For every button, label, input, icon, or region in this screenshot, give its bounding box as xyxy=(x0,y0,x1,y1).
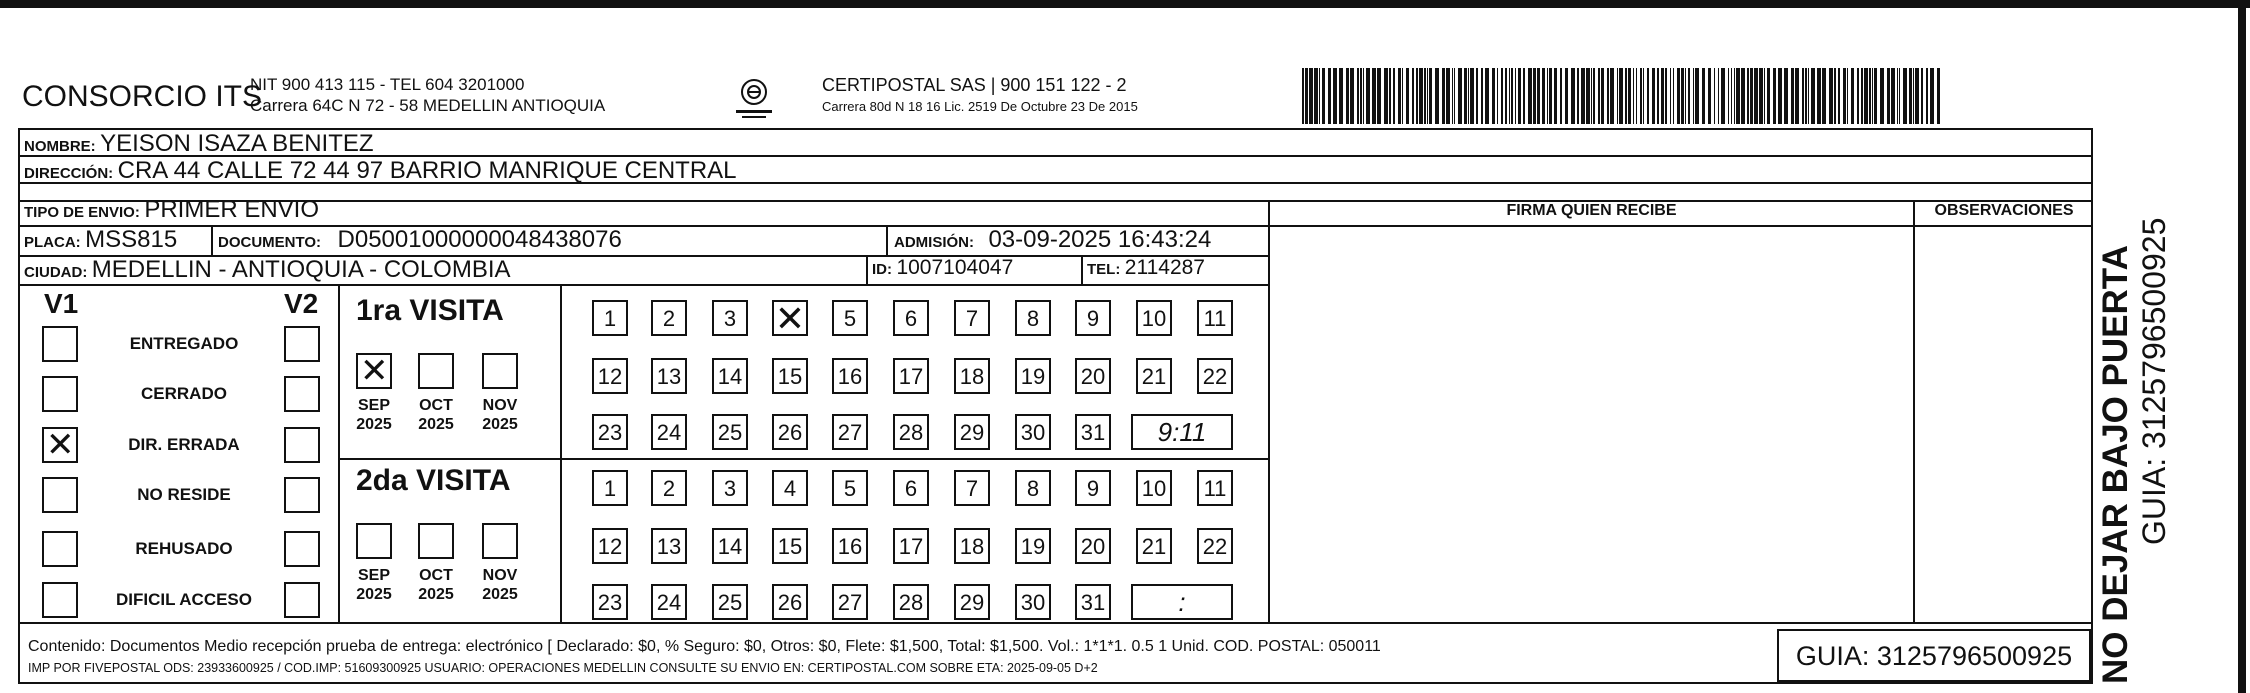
month-year: 2025 xyxy=(418,416,454,433)
direccion-value: CRA 44 CALLE 72 44 97 BARRIO MANRIQUE CENTRAL xyxy=(117,157,737,184)
cell-divider xyxy=(886,225,888,255)
day-checkbox[interactable]: 17 xyxy=(893,528,929,564)
status-option-label: DIR. ERRADA xyxy=(128,435,240,454)
nombre-label: NOMBRE: xyxy=(24,138,96,155)
month-checkbox[interactable] xyxy=(356,523,392,559)
month-name: SEP xyxy=(357,397,390,414)
day-checkbox[interactable]: 12 xyxy=(592,528,628,564)
direccion-row xyxy=(24,157,737,185)
tel-label: TEL: xyxy=(1087,261,1121,278)
day-checkbox[interactable]: 6 xyxy=(893,300,929,336)
month-name: SEP xyxy=(357,567,390,584)
day-checkbox[interactable]: 31 xyxy=(1075,414,1111,450)
day-checkbox[interactable]: 3 xyxy=(712,300,748,336)
day-checkbox[interactable]: 29 xyxy=(954,584,990,620)
col-divider xyxy=(1268,200,1270,622)
month-year: 2025 xyxy=(356,416,392,433)
month-checkbox[interactable] xyxy=(482,523,518,559)
id-label: ID: xyxy=(872,261,892,278)
firma-header: FIRMA QUIEN RECIBE xyxy=(1506,202,1677,219)
month-checkbox[interactable] xyxy=(356,353,392,389)
certipostal-name: CERTIPOSTAL SAS | 900 151 122 - 2 xyxy=(822,75,1127,95)
day-checkbox[interactable]: 5 xyxy=(832,300,868,336)
visit-divider xyxy=(338,458,1268,460)
company-name: CONSORCIO ITS xyxy=(22,80,263,113)
col-divider xyxy=(1913,200,1915,622)
day-checkbox[interactable]: 24 xyxy=(651,584,687,620)
nit-line: NIT 900 413 115 - TEL 604 3201000 xyxy=(250,75,525,94)
month-name: NOV xyxy=(482,397,518,414)
placa-value: MSS815 xyxy=(85,226,178,253)
placa-cell xyxy=(24,226,177,254)
month-checkbox[interactable] xyxy=(482,353,518,389)
day-checkbox[interactable] xyxy=(772,300,808,336)
day-checkbox[interactable]: 4 xyxy=(772,470,808,506)
tipo-value: PRIMER ENVIO xyxy=(144,196,320,223)
day-checkbox[interactable]: 30 xyxy=(1015,414,1051,450)
nombre-value: YEISON ISAZA BENITEZ xyxy=(100,130,374,157)
day-checkbox[interactable]: 27 xyxy=(832,584,868,620)
day-checkbox[interactable]: 25 xyxy=(712,414,748,450)
day-checkbox[interactable]: 16 xyxy=(832,358,868,394)
day-checkbox[interactable]: 22 xyxy=(1197,358,1233,394)
day-checkbox[interactable]: 18 xyxy=(954,528,990,564)
day-checkbox[interactable]: 15 xyxy=(772,358,808,394)
day-checkbox[interactable]: 7 xyxy=(954,300,990,336)
day-checkbox[interactable]: 29 xyxy=(954,414,990,450)
v1-checkbox[interactable] xyxy=(42,376,78,412)
status-option-label: REHUSADO xyxy=(135,539,233,558)
day-checkbox[interactable]: 21 xyxy=(1136,528,1172,564)
direccion-label: DIRECCIÓN: xyxy=(24,165,114,182)
ciudad-value: MEDELLIN - ANTIOQUIA - COLOMBIA xyxy=(91,256,511,283)
day-checkbox[interactable]: 26 xyxy=(772,584,808,620)
month-name: OCT xyxy=(419,397,453,414)
status-option-label: DIFICIL ACCESO xyxy=(115,590,252,609)
day-checkbox[interactable]: 26 xyxy=(772,414,808,450)
month-label xyxy=(408,566,464,604)
visit-title: 1ra VISITA xyxy=(356,294,504,327)
day-checkbox[interactable]: 13 xyxy=(651,358,687,394)
documento-value: D05001000000048438076 xyxy=(337,226,622,253)
day-checkbox[interactable]: 28 xyxy=(893,414,929,450)
day-checkbox[interactable]: 10 xyxy=(1136,470,1172,506)
month-year: 2025 xyxy=(482,416,518,433)
day-checkbox[interactable]: 30 xyxy=(1015,584,1051,620)
v2-checkbox[interactable] xyxy=(284,582,320,618)
address-line: Carrera 64C N 72 - 58 MEDELLIN ANTIOQUIA xyxy=(250,96,606,115)
day-checkbox[interactable]: 15 xyxy=(772,528,808,564)
v1-checkbox[interactable] xyxy=(42,326,78,362)
v2-checkbox[interactable] xyxy=(284,477,320,513)
v1-checkbox[interactable] xyxy=(42,531,78,567)
day-checkbox[interactable]: 5 xyxy=(832,470,868,506)
v2-header: V2 xyxy=(284,288,319,319)
day-checkbox[interactable]: 28 xyxy=(893,584,929,620)
day-checkbox[interactable]: 1 xyxy=(592,300,628,336)
documento-cell xyxy=(218,226,622,254)
day-checkbox[interactable]: 12 xyxy=(592,358,628,394)
observaciones-header: OBSERVACIONES xyxy=(1934,202,2074,219)
day-checkbox[interactable]: 9 xyxy=(1075,470,1111,506)
day-checkbox[interactable]: 1 xyxy=(592,470,628,506)
visit-title: 2da VISITA xyxy=(356,464,511,497)
day-checkbox[interactable]: 14 xyxy=(712,358,748,394)
month-checkbox[interactable] xyxy=(418,353,454,389)
month-year: 2025 xyxy=(418,586,454,603)
visit-time-field[interactable]: : xyxy=(1131,584,1233,620)
day-checkbox[interactable]: 3 xyxy=(712,470,748,506)
day-checkbox[interactable]: 13 xyxy=(651,528,687,564)
day-checkbox[interactable]: 11 xyxy=(1197,470,1233,506)
tipo-label: TIPO DE ENVIO: xyxy=(24,204,140,221)
day-checkbox[interactable]: 8 xyxy=(1015,470,1051,506)
day-checkbox[interactable]: 19 xyxy=(1015,358,1051,394)
status-option-label: ENTREGADO xyxy=(129,334,239,353)
day-checkbox[interactable]: 23 xyxy=(592,584,628,620)
cell-divider xyxy=(1081,255,1083,285)
day-checkbox[interactable]: 17 xyxy=(893,358,929,394)
admision-cell xyxy=(894,226,1211,254)
v1-checkbox[interactable] xyxy=(42,582,78,618)
month-label xyxy=(346,396,402,434)
cell-divider xyxy=(338,284,340,622)
day-checkbox[interactable]: 9 xyxy=(1075,300,1111,336)
day-checkbox[interactable]: 24 xyxy=(651,414,687,450)
day-checkbox[interactable]: 19 xyxy=(1015,528,1051,564)
month-checkbox[interactable] xyxy=(418,523,454,559)
day-checkbox[interactable]: 31 xyxy=(1075,584,1111,620)
admision-label: ADMISIÓN: xyxy=(894,234,974,251)
footer-impresion: IMP POR FIVEPOSTAL ODS: 23933600925 / COD.IMP: 51609300925 USUARIO: OPERACIONES MEDELLIN CONSULTE SU ENVIO EN: CERTIPOSTAL.COM SOBRE ETA: 2025-09-05 D+2 xyxy=(28,661,1098,675)
v2-checkbox[interactable] xyxy=(284,427,320,463)
cell-divider xyxy=(866,255,868,285)
certipostal-info xyxy=(822,74,1138,118)
day-checkbox[interactable]: 20 xyxy=(1075,528,1111,564)
top-border xyxy=(0,0,2250,8)
v2-checkbox[interactable] xyxy=(284,326,320,362)
footer-contenido: Contenido: Documentos Medio recepción prueba de entrega: electrónico [ Declarado: $0, % Seguro: $0, Otros: $0, Flete: $1,500, Total: $1,500. Vol.: 1*1*1. 0.5 1 Unid. COD. POSTAL: 050011 xyxy=(28,638,1381,655)
month-year: 2025 xyxy=(482,586,518,603)
day-checkbox[interactable]: 16 xyxy=(832,528,868,564)
month-year: 2025 xyxy=(356,586,392,603)
ciudad-label: CIUDAD: xyxy=(24,264,88,281)
month-label xyxy=(408,396,464,434)
col-header-divider xyxy=(1268,225,2093,227)
v1-checkbox[interactable] xyxy=(42,477,78,513)
day-checkbox[interactable]: 20 xyxy=(1075,358,1111,394)
month-name: NOV xyxy=(482,567,518,584)
day-checkbox[interactable]: 6 xyxy=(893,470,929,506)
day-checkbox[interactable]: 23 xyxy=(592,414,628,450)
day-checkbox[interactable]: 22 xyxy=(1197,528,1233,564)
tel-cell xyxy=(1087,256,1205,280)
documento-label: DOCUMENTO: xyxy=(218,234,322,251)
month-label xyxy=(472,396,528,434)
guia-box: GUIA: 3125796500925 xyxy=(1777,629,2091,682)
day-checkbox[interactable]: 8 xyxy=(1015,300,1051,336)
id-cell xyxy=(872,256,1013,280)
v1-checkbox[interactable] xyxy=(42,427,78,463)
cell-divider xyxy=(560,284,562,622)
day-checkbox[interactable]: 2 xyxy=(651,300,687,336)
cell-divider xyxy=(211,225,213,255)
nombre-row xyxy=(24,130,374,158)
day-checkbox[interactable]: 2 xyxy=(651,470,687,506)
id-value: 1007104047 xyxy=(896,256,1014,279)
status-option-label: CERRADO xyxy=(141,384,227,403)
tel-value: 2114287 xyxy=(1124,256,1205,279)
month-label xyxy=(346,566,402,604)
visit-time-field[interactable]: 9:11 xyxy=(1131,414,1233,450)
tipo-row xyxy=(24,196,319,224)
month-name: OCT xyxy=(419,567,453,584)
side-guia: GUIA: 3125796500925 xyxy=(2136,217,2172,545)
v1-header: V1 xyxy=(44,288,79,319)
placa-label: PLACA: xyxy=(24,234,81,251)
v2-checkbox[interactable] xyxy=(284,531,320,567)
day-checkbox[interactable]: 14 xyxy=(712,528,748,564)
day-checkbox[interactable]: 18 xyxy=(954,358,990,394)
day-checkbox[interactable]: 10 xyxy=(1136,300,1172,336)
ciudad-cell xyxy=(24,256,511,284)
certipostal-logo-icon xyxy=(728,72,780,124)
day-checkbox[interactable]: 11 xyxy=(1197,300,1233,336)
v2-checkbox[interactable] xyxy=(284,376,320,412)
right-border xyxy=(2238,0,2246,693)
month-label xyxy=(472,566,528,604)
admision-value: 03-09-2025 16:43:24 xyxy=(988,226,1212,253)
certipostal-address: Carrera 80d N 18 16 Lic. 2519 De Octubre 23 De 2015 xyxy=(822,99,1138,114)
day-checkbox[interactable]: 27 xyxy=(832,414,868,450)
barcode xyxy=(1302,68,1942,124)
row-divider xyxy=(18,622,2093,624)
company-info xyxy=(250,74,605,116)
status-option-label: NO RESIDE xyxy=(137,485,231,504)
day-checkbox[interactable]: 21 xyxy=(1136,358,1172,394)
day-checkbox[interactable]: 7 xyxy=(954,470,990,506)
side-warning: NO DEJAR BAJO PUERTA xyxy=(2096,245,2135,684)
day-checkbox[interactable]: 25 xyxy=(712,584,748,620)
